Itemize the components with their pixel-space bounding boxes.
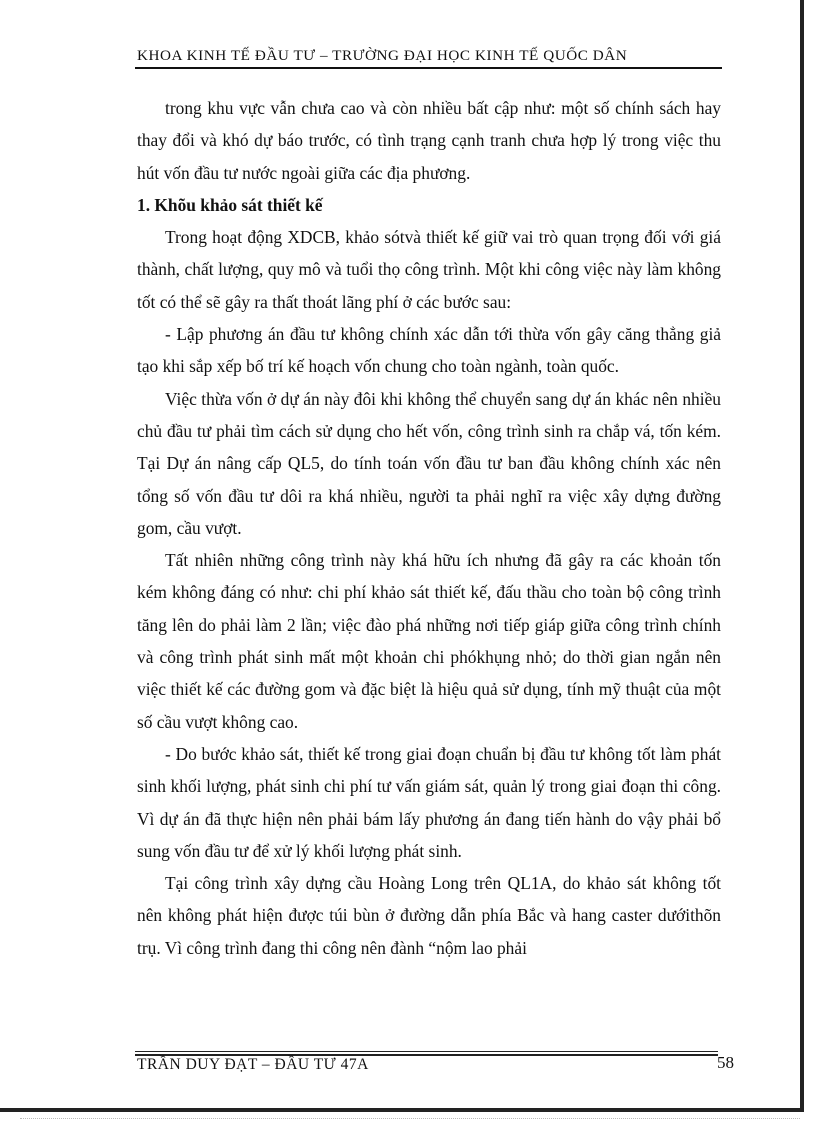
paragraph-7: Tại công trình xây dựng cầu Hoàng Long trên QL1A, do khảo sát không tốt nên không phát hiện được túi bùn ở đường dẫn phía Bắc và hang caster dướithõn trụ. Vì công trình đang thi công nên đành “nộm lao phải bbox=[137, 873, 721, 958]
bottom-dotted-border bbox=[20, 1118, 800, 1119]
paragraph-3: - Lập phương án đầu tư không chính xác dẫn tới thừa vốn gây căng thẳng giả tạo khi sắp xếp bố trí kế hoạch vốn chung cho toàn ngành, toàn quốc. bbox=[137, 324, 721, 377]
page-header: KHOA KINH TẾ ĐẦU TƯ – TRƯỜNG ĐẠI HỌC KINH TẾ QUỐC DÂN bbox=[137, 47, 628, 64]
footer-rule-thin bbox=[135, 1051, 718, 1052]
footer-author: TRẦN DUY ĐẠT – ĐẦU TƯ 47A bbox=[137, 1056, 369, 1073]
paragraph-6: - Do bước khảo sát, thiết kế trong giai đoạn chuẩn bị đầu tư không tốt làm phát sinh khối lượng, phát sinh chi phí tư vấn giám sát, quản lý trong giai đoạn thi công. Vì dự án đã thực hiện nên phải bám lấy phương án đang tiến hành do vậy phải bổ sung vốn đầu tư để xử lý khối lượng phát sinh. bbox=[137, 743, 721, 861]
section-heading: 1. Khõu khảo sát thiết kế bbox=[137, 194, 323, 215]
paragraph-4: Việc thừa vốn ở dự án này đôi khi không thể chuyển sang dự án khác nên nhiều chủ đầu tư phải tìm cách sử dụng cho hết vốn, công trình sinh ra chắp vá, tốn kém. Tại Dự án nâng cấp QL5, do tính toán vốn đầu tư ban đầu không chính xác nên tổng số vốn đầu tư dôi ra khá nhiều, người ta phải nghĩ ra việc xây dựng đường gom, cầu vượt. bbox=[137, 388, 721, 538]
paragraph-2: Trong hoạt động XDCB, khảo sótvà thiết kế giữ vai trò quan trọng đối với giá thành, chất lượng, quy mô và tuổi thọ công trình. Một khi công việc này làm không tốt có thể sẽ gây ra thất thoát lãng phí ở các bước sau: bbox=[137, 227, 721, 312]
document-body bbox=[137, 92, 721, 964]
header-rule bbox=[135, 67, 722, 69]
page-number: 58 bbox=[717, 1053, 734, 1072]
paragraph-5: Tất nhiên những công trình này khá hữu ích nhưng đã gây ra các khoản tốn kém không đáng có như: chi phí khảo sát thiết kế, đấu thầu cho toàn bộ công trình tăng lên do phải làm 2 lần; việc đào phá những nơi tiếp giáp giữa công trình chính và công trình phát sinh mất một khoản chi phókhụng nhỏ; do thời gian ngắn nên việc thiết kế các đường gom và đặc biệt là hiệu quả sử dụng, tính mỹ thuật của một số cầu vượt không cao. bbox=[137, 550, 721, 732]
paragraph-1: trong khu vực vẫn chưa cao và còn nhiều bất cập như: một số chính sách hay thay đổi và khó dự báo trước, có tình trạng cạnh tranh chưa hợp lý trong việc thu hút vốn đầu tư nước ngoài giữa các địa phương. bbox=[137, 98, 721, 183]
